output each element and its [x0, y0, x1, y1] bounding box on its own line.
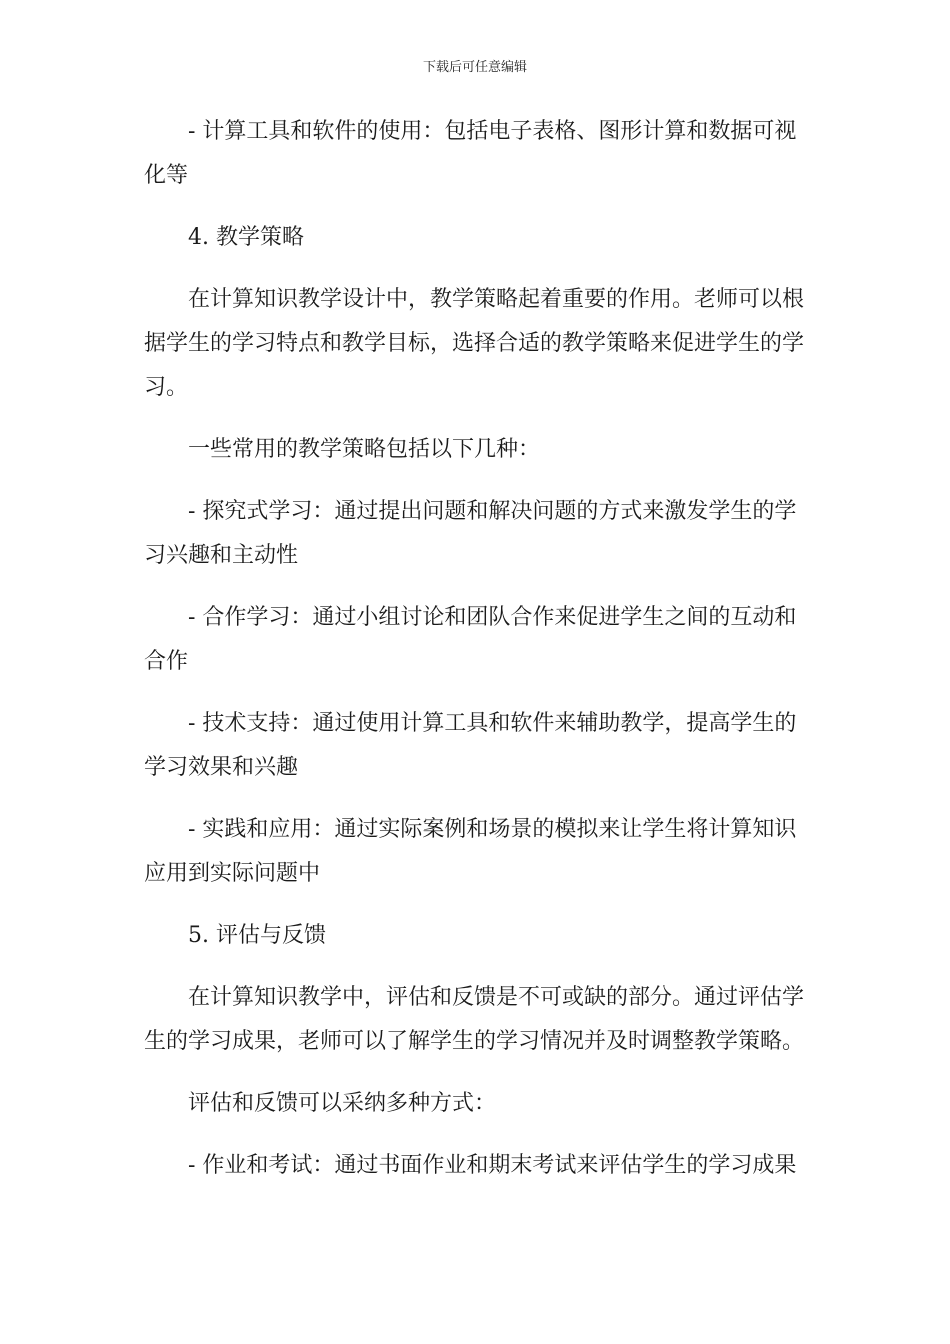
document-body	[144, 110, 804, 1206]
list-item-practice-application: - 实践和应用：通过实际案例和场景的模拟来让学生将计算知识应用到实际问题中	[144, 817, 797, 886]
heading-teaching-strategy: 4. 教学策略	[188, 225, 304, 250]
list-item-technical-support: - 技术支持：通过使用计算工具和软件来辅助教学，提高学生的学习效果和兴趣	[144, 711, 797, 780]
paragraph-tools-usage: - 计算工具和软件的使用：包括电子表格、图形计算和数据可视化等	[144, 119, 797, 188]
list-item-cooperative-learning: - 合作学习：通过小组讨论和团队合作来促进学生之间的互动和合作	[144, 605, 797, 674]
list-item-inquiry-learning: - 探究式学习：通过提出问题和解决问题的方式来激发学生的学习兴趣和主动性	[144, 499, 797, 568]
page-header: 下载后可任意编辑	[422, 60, 527, 75]
paragraph-common-strategies: 一些常用的教学策略包括以下几种：	[188, 437, 541, 462]
paragraph-evaluation-intro: 在计算知识教学中，评估和反馈是不可或缺的部分。通过评估学生的学习成果，老师可以了解学生的学习情况并及时调整教学策略。	[144, 985, 805, 1054]
paragraph-strategy-intro: 在计算知识教学设计中，教学策略起着重要的作用。老师可以根据学生的学习特点和教学目标，选择合适的教学策略来促进学生的学习。	[144, 287, 805, 400]
paragraph-evaluation-methods: 评估和反馈可以采纳多种方式：	[188, 1091, 497, 1116]
list-item-homework-exams: - 作业和考试：通过书面作业和期末考试来评估学生的学习成果	[188, 1153, 797, 1178]
heading-evaluation-feedback: 5. 评估与反馈	[188, 923, 326, 948]
